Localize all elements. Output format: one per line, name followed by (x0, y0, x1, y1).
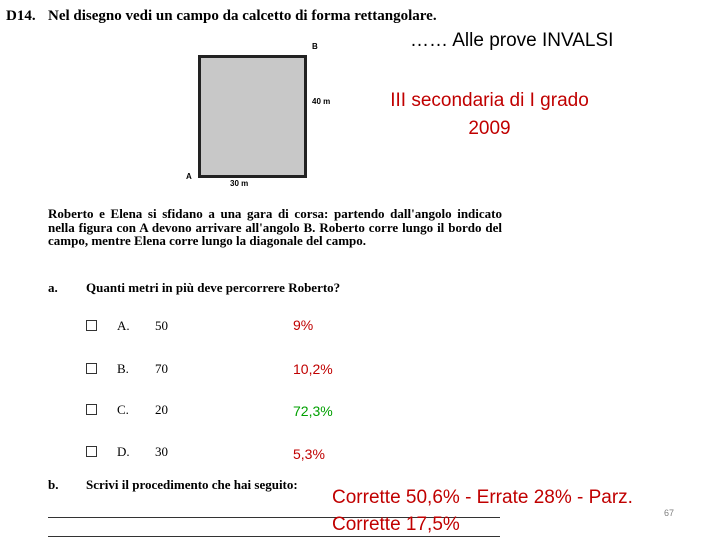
checkbox-icon[interactable] (86, 404, 97, 415)
question-number: D14. (6, 8, 36, 24)
checkbox-icon[interactable] (86, 363, 97, 374)
option-value: 50 (155, 318, 168, 333)
results-line-1: Corrette 50,6% - Errate 28% - Parz. (332, 487, 633, 508)
slide-subtitle-grade: III secondaria di I grado (390, 90, 589, 111)
option-letter: A. (117, 318, 130, 333)
side-width-label: 30 m (230, 179, 249, 188)
field-rectangle (198, 55, 307, 178)
problem-paragraph: Roberto e Elena si sfidano a una gara di corsa: partendo dall'angolo indicato nella figura con A devono arrivare all'angolo B. Roberto corre lungo il bordo del campo, mentre Elena corre lungo la diagonale del campo. (48, 206, 502, 248)
checkbox-icon[interactable] (86, 446, 97, 457)
part-a-letter: a. (48, 280, 58, 295)
side-height-label: 40 m (312, 97, 331, 106)
option-d[interactable] (86, 444, 168, 460)
option-a-percent: 9% (293, 317, 314, 333)
checkbox-icon[interactable] (86, 320, 97, 331)
part-b-question (48, 477, 298, 493)
part-b-text: Scrivi il procedimento che hai seguito: (86, 477, 298, 492)
option-letter: C. (117, 402, 129, 417)
option-value: 70 (155, 361, 168, 376)
option-a[interactable] (86, 318, 168, 334)
results-summary (332, 484, 692, 538)
option-d-percent: 5,3% (293, 446, 325, 462)
option-value: 30 (155, 444, 168, 459)
option-c[interactable] (86, 402, 168, 418)
results-line-2: Corrette 17,5% (332, 514, 460, 535)
page-number: 67 (664, 508, 675, 518)
option-value: 20 (155, 402, 168, 417)
option-letter: B. (117, 361, 129, 376)
part-b-letter: b. (48, 477, 59, 492)
option-b-percent: 10,2% (293, 361, 333, 377)
question-title (6, 8, 437, 25)
option-letter: D. (117, 444, 130, 459)
part-a-text: Quanti metri in più deve percorrere Roberto? (86, 280, 341, 295)
question-text: Nel disegno vedi un campo da calcetto di forma rettangolare. (48, 8, 437, 24)
corner-label-b: B (312, 42, 318, 51)
corner-label-a: A (186, 172, 192, 181)
slide-subtitle-year: 2009 (468, 118, 511, 139)
part-a-question (48, 280, 340, 296)
option-c-percent: 72,3% (293, 403, 333, 419)
option-b[interactable] (86, 361, 168, 377)
slide-heading: …… Alle prove INVALSI (410, 30, 614, 51)
